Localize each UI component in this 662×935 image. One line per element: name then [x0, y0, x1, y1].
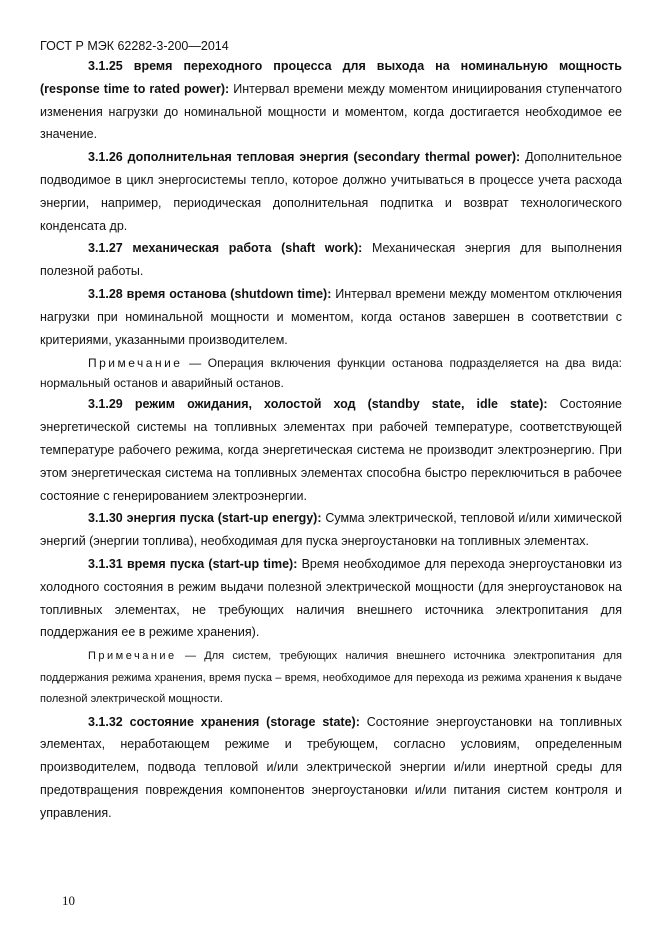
note-text: — Операция включения функции останова подразделяется на два вида: нормальный останов и аварийный останов.: [40, 356, 622, 391]
item-3-1-27: [40, 237, 622, 283]
item-term: состояние хранения (storage state):: [129, 714, 360, 729]
item-text: Сумма электрической, тепловой и/или химической энергий (энергии топлива), необходимая для пуска энергоустановки на топливных элементах.: [40, 511, 622, 549]
item-number: 3.1.25: [88, 59, 123, 73]
item-3-1-26: [40, 146, 622, 237]
item-number: 3.1.32: [88, 714, 123, 729]
page-number: 10: [62, 893, 75, 908]
item-text: Интервал времени между моментом инициирования ступенчатого изменения нагрузки до номинальной мощности и моментом, когда достигается необходимое ее значение.: [40, 81, 622, 142]
note-start-up: [40, 646, 622, 711]
item-text: Состояние энергоустановки на топливных элементах, неработающем режиме и требующем, согласно условиям, определенным производителем, подвода тепловой и/или электрической энергии и/или инертной среды для предотвращения повреждения компонентов энергоустановки и/или питания систем контроля и управления.: [40, 714, 622, 820]
item-3-1-25: [40, 55, 622, 146]
item-number: 3.1.27: [88, 241, 123, 256]
note-label: Примечание: [88, 356, 183, 371]
item-term: режим ожидания, холостой ход (standby state, idle state):: [134, 397, 548, 412]
note-label: Примечание: [88, 650, 177, 663]
item-number: 3.1.26: [88, 150, 123, 165]
item-3-1-29: [40, 393, 622, 507]
note-shutdown: [40, 353, 622, 393]
item-text: Интервал времени между моментом отключения нагрузки при номинальной мощности и моментом, когда останов завершен в соответствии с критериями, указанными производителем.: [40, 286, 622, 347]
item-text: Состояние энергетической системы на топливных элементах при рабочей температуре, соответствующей температуре рабочего режима, когда энергетическая система не производит электроэнергию. При этом энергетическая система на топливных элементах способна быстро переключиться в рабочее состояние с генерированием электроэнергии.: [40, 397, 622, 503]
item-term: энергия пуска (start-up energy):: [126, 511, 322, 526]
note-text: — Для систем, требующих наличия внешнего источника электропитания для поддержания режима хранения, время пуска – время, необходимое для перехода из режима хранения к выдаче полезной электрической мощности.: [40, 650, 622, 706]
item-3-1-28: [40, 283, 622, 351]
item-text: Дополнительное подводимое в цикл энергосистемы тепло, которое должно учитываться в процессе учета расхода энергии, например, периодическая дополнительная подпитка и возврат технологического конденсата др.: [40, 150, 622, 233]
item-3-1-32: [40, 711, 622, 825]
item-number: 3.1.29: [88, 397, 123, 412]
item-term: дополнительная тепловая энергия (secondary thermal power):: [127, 150, 521, 165]
document-header: ГОСТ Р МЭК 62282-3-200—2014: [40, 39, 229, 53]
item-term: механическая работа (shaft work):: [132, 241, 363, 256]
item-text: Механическая энергия для выполнения полезной работы.: [40, 241, 622, 279]
item-term: время переходного процесса для выхода на номинальную мощность (response time to rated power):: [40, 59, 622, 96]
item-number: 3.1.30: [88, 511, 123, 526]
item-term: время пуска (start-up time):: [126, 556, 298, 571]
item-3-1-31: [40, 553, 622, 644]
item-number: 3.1.28: [88, 286, 123, 301]
item-3-1-30: [40, 507, 622, 553]
document-page: [40, 38, 622, 825]
item-number: 3.1.31: [88, 556, 123, 571]
item-text: Время необходимое для перехода энергоустановки из холодного состояния в режим выдачи полезной электрической мощности (для энергоустановок на топливных элементах, не требующих наличия внешнего источника электропитания для поддержания ее в режиме хранения).: [40, 556, 622, 640]
item-term: время останова (shutdown time):: [126, 286, 332, 301]
